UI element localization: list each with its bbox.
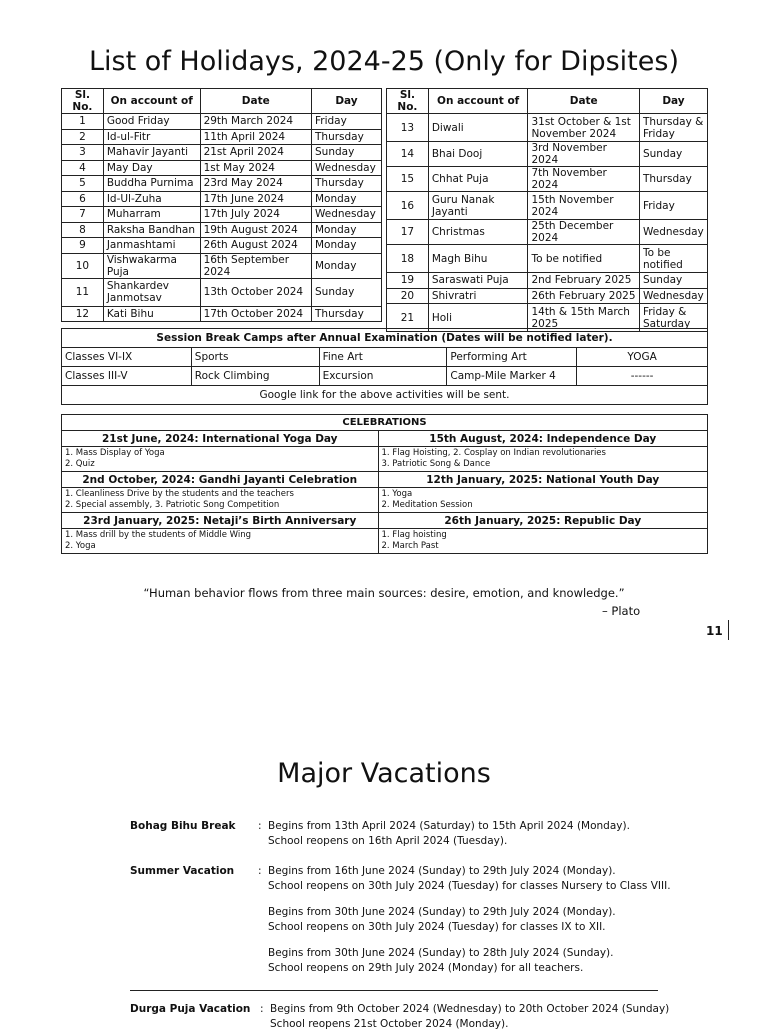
holiday-name: Guru Nanak Jayanti bbox=[428, 192, 528, 220]
holiday-date: 7th November 2024 bbox=[528, 167, 640, 192]
table-header-row bbox=[62, 89, 382, 114]
holiday-row bbox=[62, 278, 382, 306]
holiday-day: Sunday bbox=[639, 142, 707, 167]
celebration-activities bbox=[378, 447, 708, 472]
activity-line: 1. Mass drill by the students of Middle Wing bbox=[65, 530, 252, 540]
celebrations-heading: CELEBRATIONS bbox=[62, 415, 708, 431]
vacation-spacer bbox=[268, 894, 671, 905]
holiday-day: Monday bbox=[312, 191, 382, 207]
holiday-day: Monday bbox=[312, 222, 382, 238]
holiday-day: Wednesday bbox=[639, 220, 707, 245]
holiday-sl-no: 5 bbox=[62, 176, 104, 192]
holiday-date: 25th December 2024 bbox=[528, 220, 640, 245]
vacation-colon: : bbox=[260, 1003, 264, 1015]
holiday-sl-no: 14 bbox=[387, 142, 429, 167]
holiday-day: Thursday bbox=[312, 176, 382, 192]
holiday-name: Raksha Bandhan bbox=[103, 222, 200, 238]
holiday-day: To be notified bbox=[639, 245, 707, 273]
header-on-account-of: On account of bbox=[428, 89, 528, 114]
vacation-line: Begins from 30th June 2024 (Sunday) to 29th July 2024 (Monday). bbox=[268, 906, 616, 918]
holiday-row bbox=[62, 306, 382, 322]
header-day: Day bbox=[639, 89, 707, 114]
holiday-sl-no: 16 bbox=[387, 192, 429, 220]
holiday-name: Shankardev Janmotsav bbox=[103, 278, 200, 306]
holiday-name: Janmashtami bbox=[103, 238, 200, 254]
vacation-details bbox=[268, 864, 671, 976]
holiday-day: Thursday & Friday bbox=[639, 114, 707, 142]
quote-text: “Human behavior flows from three main sources: desire, emotion, and knowledge.” bbox=[143, 586, 625, 600]
holiday-row bbox=[62, 207, 382, 223]
celebration-activities bbox=[62, 447, 379, 472]
holiday-name: Holi bbox=[428, 304, 528, 332]
page-number: 11 bbox=[706, 624, 723, 638]
holiday-date: 14th & 15th March 2025 bbox=[528, 304, 640, 332]
vacations-title: Major Vacations bbox=[277, 758, 491, 789]
celebrations-table bbox=[61, 414, 708, 554]
holiday-date: 31st October & 1st November 2024 bbox=[528, 114, 640, 142]
celebration-title: 15th August, 2024: Independence Day bbox=[378, 431, 708, 447]
holiday-day: Friday bbox=[639, 192, 707, 220]
holiday-date: 17th July 2024 bbox=[200, 207, 311, 223]
holiday-date: 13th October 2024 bbox=[200, 278, 311, 306]
holiday-name: Id-Ul-Zuha bbox=[103, 191, 200, 207]
holiday-sl-no: 13 bbox=[387, 114, 429, 142]
vacation-label-text: Summer Vacation bbox=[130, 865, 235, 877]
holiday-row bbox=[387, 142, 708, 167]
vacation-line: School reopens 21st October 2024 (Monday). bbox=[270, 1018, 509, 1030]
holiday-row bbox=[62, 222, 382, 238]
session-cell: Excursion bbox=[319, 367, 447, 386]
header-on-account-of: On account of bbox=[103, 89, 200, 114]
vacation-details bbox=[270, 1002, 669, 1032]
holiday-table-right bbox=[386, 88, 708, 332]
holiday-day: Monday bbox=[312, 238, 382, 254]
celebration-activities bbox=[62, 529, 379, 554]
page-number-divider bbox=[728, 620, 729, 640]
session-note: Google link for the above activities will be sent. bbox=[62, 386, 708, 405]
celebration-title: 26th January, 2025: Republic Day bbox=[378, 513, 708, 529]
vacation-line: Begins from 16th June 2024 (Sunday) to 29th July 2024 (Monday). bbox=[268, 865, 616, 877]
holiday-day: Friday bbox=[312, 114, 382, 130]
activity-line: 2. Quiz bbox=[65, 459, 95, 469]
vacation-line: Begins from 13th April 2024 (Saturday) to 15th April 2024 (Monday). bbox=[268, 820, 630, 832]
holiday-sl-no: 11 bbox=[62, 278, 104, 306]
holiday-date: 21st April 2024 bbox=[200, 145, 311, 161]
holiday-name: Chhat Puja bbox=[428, 167, 528, 192]
holiday-name: Bhai Dooj bbox=[428, 142, 528, 167]
holiday-date: 17th October 2024 bbox=[200, 306, 311, 322]
holiday-date: 29th March 2024 bbox=[200, 114, 311, 130]
session-row bbox=[62, 367, 708, 386]
holiday-row bbox=[387, 167, 708, 192]
vacation-label bbox=[130, 1002, 250, 1017]
holiday-name: Muharram bbox=[103, 207, 200, 223]
table-header-row bbox=[387, 89, 708, 114]
holiday-sl-no: 18 bbox=[387, 245, 429, 273]
vacation-line: School reopens on 30th July 2024 (Tuesday) for classes Nursery to Class VIII. bbox=[268, 880, 671, 892]
session-cell: Performing Art bbox=[447, 348, 577, 367]
vacation-label bbox=[130, 819, 236, 834]
holiday-name: Mahavir Jayanti bbox=[103, 145, 200, 161]
vacation-colon: : bbox=[258, 865, 262, 877]
holiday-row bbox=[62, 253, 382, 278]
holiday-sl-no: 6 bbox=[62, 191, 104, 207]
activity-line: 2. Special assembly, 3. Patriotic Song Competition bbox=[65, 500, 280, 510]
holiday-sl-no: 21 bbox=[387, 304, 429, 332]
header-sl-no: Sl. No. bbox=[387, 89, 429, 114]
activity-line: 2. Meditation Session bbox=[381, 500, 473, 510]
holiday-date: 3rd November 2024 bbox=[528, 142, 640, 167]
page-title: List of Holidays, 2024-25 (Only for Dipsites) bbox=[89, 46, 679, 77]
activity-line: 2. Yoga bbox=[65, 541, 96, 551]
holiday-date: 26th February 2025 bbox=[528, 288, 640, 304]
vacation-line: School reopens on 30th July 2024 (Tuesday) for classes IX to XII. bbox=[268, 921, 606, 933]
holiday-day: Sunday bbox=[312, 278, 382, 306]
holiday-sl-no: 20 bbox=[387, 288, 429, 304]
holiday-row bbox=[387, 220, 708, 245]
celebration-title: 21st June, 2024: International Yoga Day bbox=[62, 431, 379, 447]
holiday-table-left bbox=[61, 88, 382, 322]
holiday-name: Diwali bbox=[428, 114, 528, 142]
holiday-date: 2nd February 2025 bbox=[528, 273, 640, 289]
holiday-day: Sunday bbox=[312, 145, 382, 161]
holiday-name: Kati Bihu bbox=[103, 306, 200, 322]
holiday-day: Thursday bbox=[312, 129, 382, 145]
session-break-heading: Session Break Camps after Annual Examination (Dates will be notified later). bbox=[62, 329, 708, 348]
holiday-row bbox=[62, 160, 382, 176]
holiday-date: 16th September 2024 bbox=[200, 253, 311, 278]
activity-line: 1. Mass Display of Yoga bbox=[65, 448, 165, 458]
holiday-sl-no: 3 bbox=[62, 145, 104, 161]
session-cell: Sports bbox=[191, 348, 319, 367]
holiday-name: Id-ul-Fitr bbox=[103, 129, 200, 145]
vacation-line: School reopens on 16th April 2024 (Tuesday). bbox=[268, 835, 508, 847]
holiday-day: Wednesday bbox=[639, 288, 707, 304]
vacation-spacer bbox=[268, 935, 671, 946]
celebration-activities bbox=[378, 529, 708, 554]
holiday-name: Vishwakarma Puja bbox=[103, 253, 200, 278]
header-day: Day bbox=[312, 89, 382, 114]
vacation-line: School reopens on 29th July 2024 (Monday) for all teachers. bbox=[268, 962, 584, 974]
holiday-sl-no: 15 bbox=[387, 167, 429, 192]
holiday-sl-no: 4 bbox=[62, 160, 104, 176]
session-cell: Classes III-V bbox=[62, 367, 192, 386]
holiday-date: To be notified bbox=[528, 245, 640, 273]
holiday-date: 1st May 2024 bbox=[200, 160, 311, 176]
holiday-row bbox=[387, 273, 708, 289]
vacation-label-text: Durga Puja Vacation bbox=[130, 1003, 251, 1015]
holiday-day: Thursday bbox=[639, 167, 707, 192]
session-row bbox=[62, 348, 708, 367]
holiday-row bbox=[62, 114, 382, 130]
holiday-sl-no: 17 bbox=[387, 220, 429, 245]
quote-author: – Plato bbox=[602, 604, 641, 618]
celebration-activities bbox=[62, 488, 379, 513]
session-break-table bbox=[61, 328, 708, 405]
holiday-row bbox=[62, 176, 382, 192]
holiday-date: 17th June 2024 bbox=[200, 191, 311, 207]
holiday-day: Monday bbox=[312, 253, 382, 278]
holiday-date: 11th April 2024 bbox=[200, 129, 311, 145]
holiday-row bbox=[387, 192, 708, 220]
holiday-date: 26th August 2024 bbox=[200, 238, 311, 254]
celebration-title: 12th January, 2025: National Youth Day bbox=[378, 472, 708, 488]
vacation-label-text: Bohag Bihu Break bbox=[130, 820, 236, 832]
holiday-date: 15th November 2024 bbox=[528, 192, 640, 220]
holiday-name: Buddha Purnima bbox=[103, 176, 200, 192]
holiday-sl-no: 10 bbox=[62, 253, 104, 278]
header-date: Date bbox=[528, 89, 640, 114]
holiday-name: Shivratri bbox=[428, 288, 528, 304]
activity-line: 3. Patriotic Song & Dance bbox=[381, 459, 491, 469]
vacation-line: Begins from 9th October 2024 (Wednesday) to 20th October 2024 (Sunday) bbox=[270, 1003, 670, 1015]
vacation-colon: : bbox=[258, 820, 262, 832]
activity-line: 2. March Past bbox=[381, 541, 439, 551]
holiday-date: 19th August 2024 bbox=[200, 222, 311, 238]
session-cell: Classes VI-IX bbox=[62, 348, 192, 367]
holiday-name: Christmas bbox=[428, 220, 528, 245]
celebration-title: 2nd October, 2024: Gandhi Jayanti Celebration bbox=[62, 472, 379, 488]
holiday-row bbox=[62, 145, 382, 161]
vacation-line: Begins from 30th June 2024 (Sunday) to 28th July 2024 (Sunday). bbox=[268, 947, 614, 959]
holiday-sl-no: 9 bbox=[62, 238, 104, 254]
header-sl-no: Sl. No. bbox=[62, 89, 104, 114]
holiday-sl-no: 7 bbox=[62, 207, 104, 223]
holiday-sl-no: 1 bbox=[62, 114, 104, 130]
celebration-activities bbox=[378, 488, 708, 513]
holiday-day: Friday & Saturday bbox=[639, 304, 707, 332]
session-cell: Fine Art bbox=[319, 348, 447, 367]
vacation-details bbox=[268, 819, 630, 849]
session-cell: Rock Climbing bbox=[191, 367, 319, 386]
holiday-date: 23rd May 2024 bbox=[200, 176, 311, 192]
holiday-row bbox=[387, 245, 708, 273]
holiday-sl-no: 8 bbox=[62, 222, 104, 238]
holiday-row bbox=[62, 238, 382, 254]
celebration-title: 23rd January, 2025: Netaji’s Birth Anniversary bbox=[62, 513, 379, 529]
holiday-row bbox=[62, 191, 382, 207]
holiday-sl-no: 19 bbox=[387, 273, 429, 289]
session-cell: Camp-Mile Marker 4 bbox=[447, 367, 577, 386]
header-date: Date bbox=[200, 89, 311, 114]
activity-line: 1. Cleanliness Drive by the students and the teachers bbox=[65, 489, 294, 499]
holiday-sl-no: 12 bbox=[62, 306, 104, 322]
holiday-row bbox=[387, 288, 708, 304]
activity-line: 1. Flag Hoisting, 2. Cosplay on Indian revolutionaries bbox=[381, 448, 606, 458]
holiday-day: Thursday bbox=[312, 306, 382, 322]
holiday-day: Wednesday bbox=[312, 160, 382, 176]
holiday-row bbox=[62, 129, 382, 145]
holiday-name: Good Friday bbox=[103, 114, 200, 130]
holiday-day: Wednesday bbox=[312, 207, 382, 223]
holiday-day: Sunday bbox=[639, 273, 707, 289]
vacation-label bbox=[130, 864, 234, 879]
activity-line: 1. Flag hoisting bbox=[381, 530, 447, 540]
session-cell: ------ bbox=[577, 367, 708, 386]
session-cell: YOGA bbox=[577, 348, 708, 367]
holiday-name: May Day bbox=[103, 160, 200, 176]
section-divider bbox=[130, 990, 658, 991]
holiday-name: Saraswati Puja bbox=[428, 273, 528, 289]
holiday-row bbox=[387, 114, 708, 142]
holiday-name: Magh Bihu bbox=[428, 245, 528, 273]
activity-line: 1. Yoga bbox=[381, 489, 413, 499]
holiday-sl-no: 2 bbox=[62, 129, 104, 145]
